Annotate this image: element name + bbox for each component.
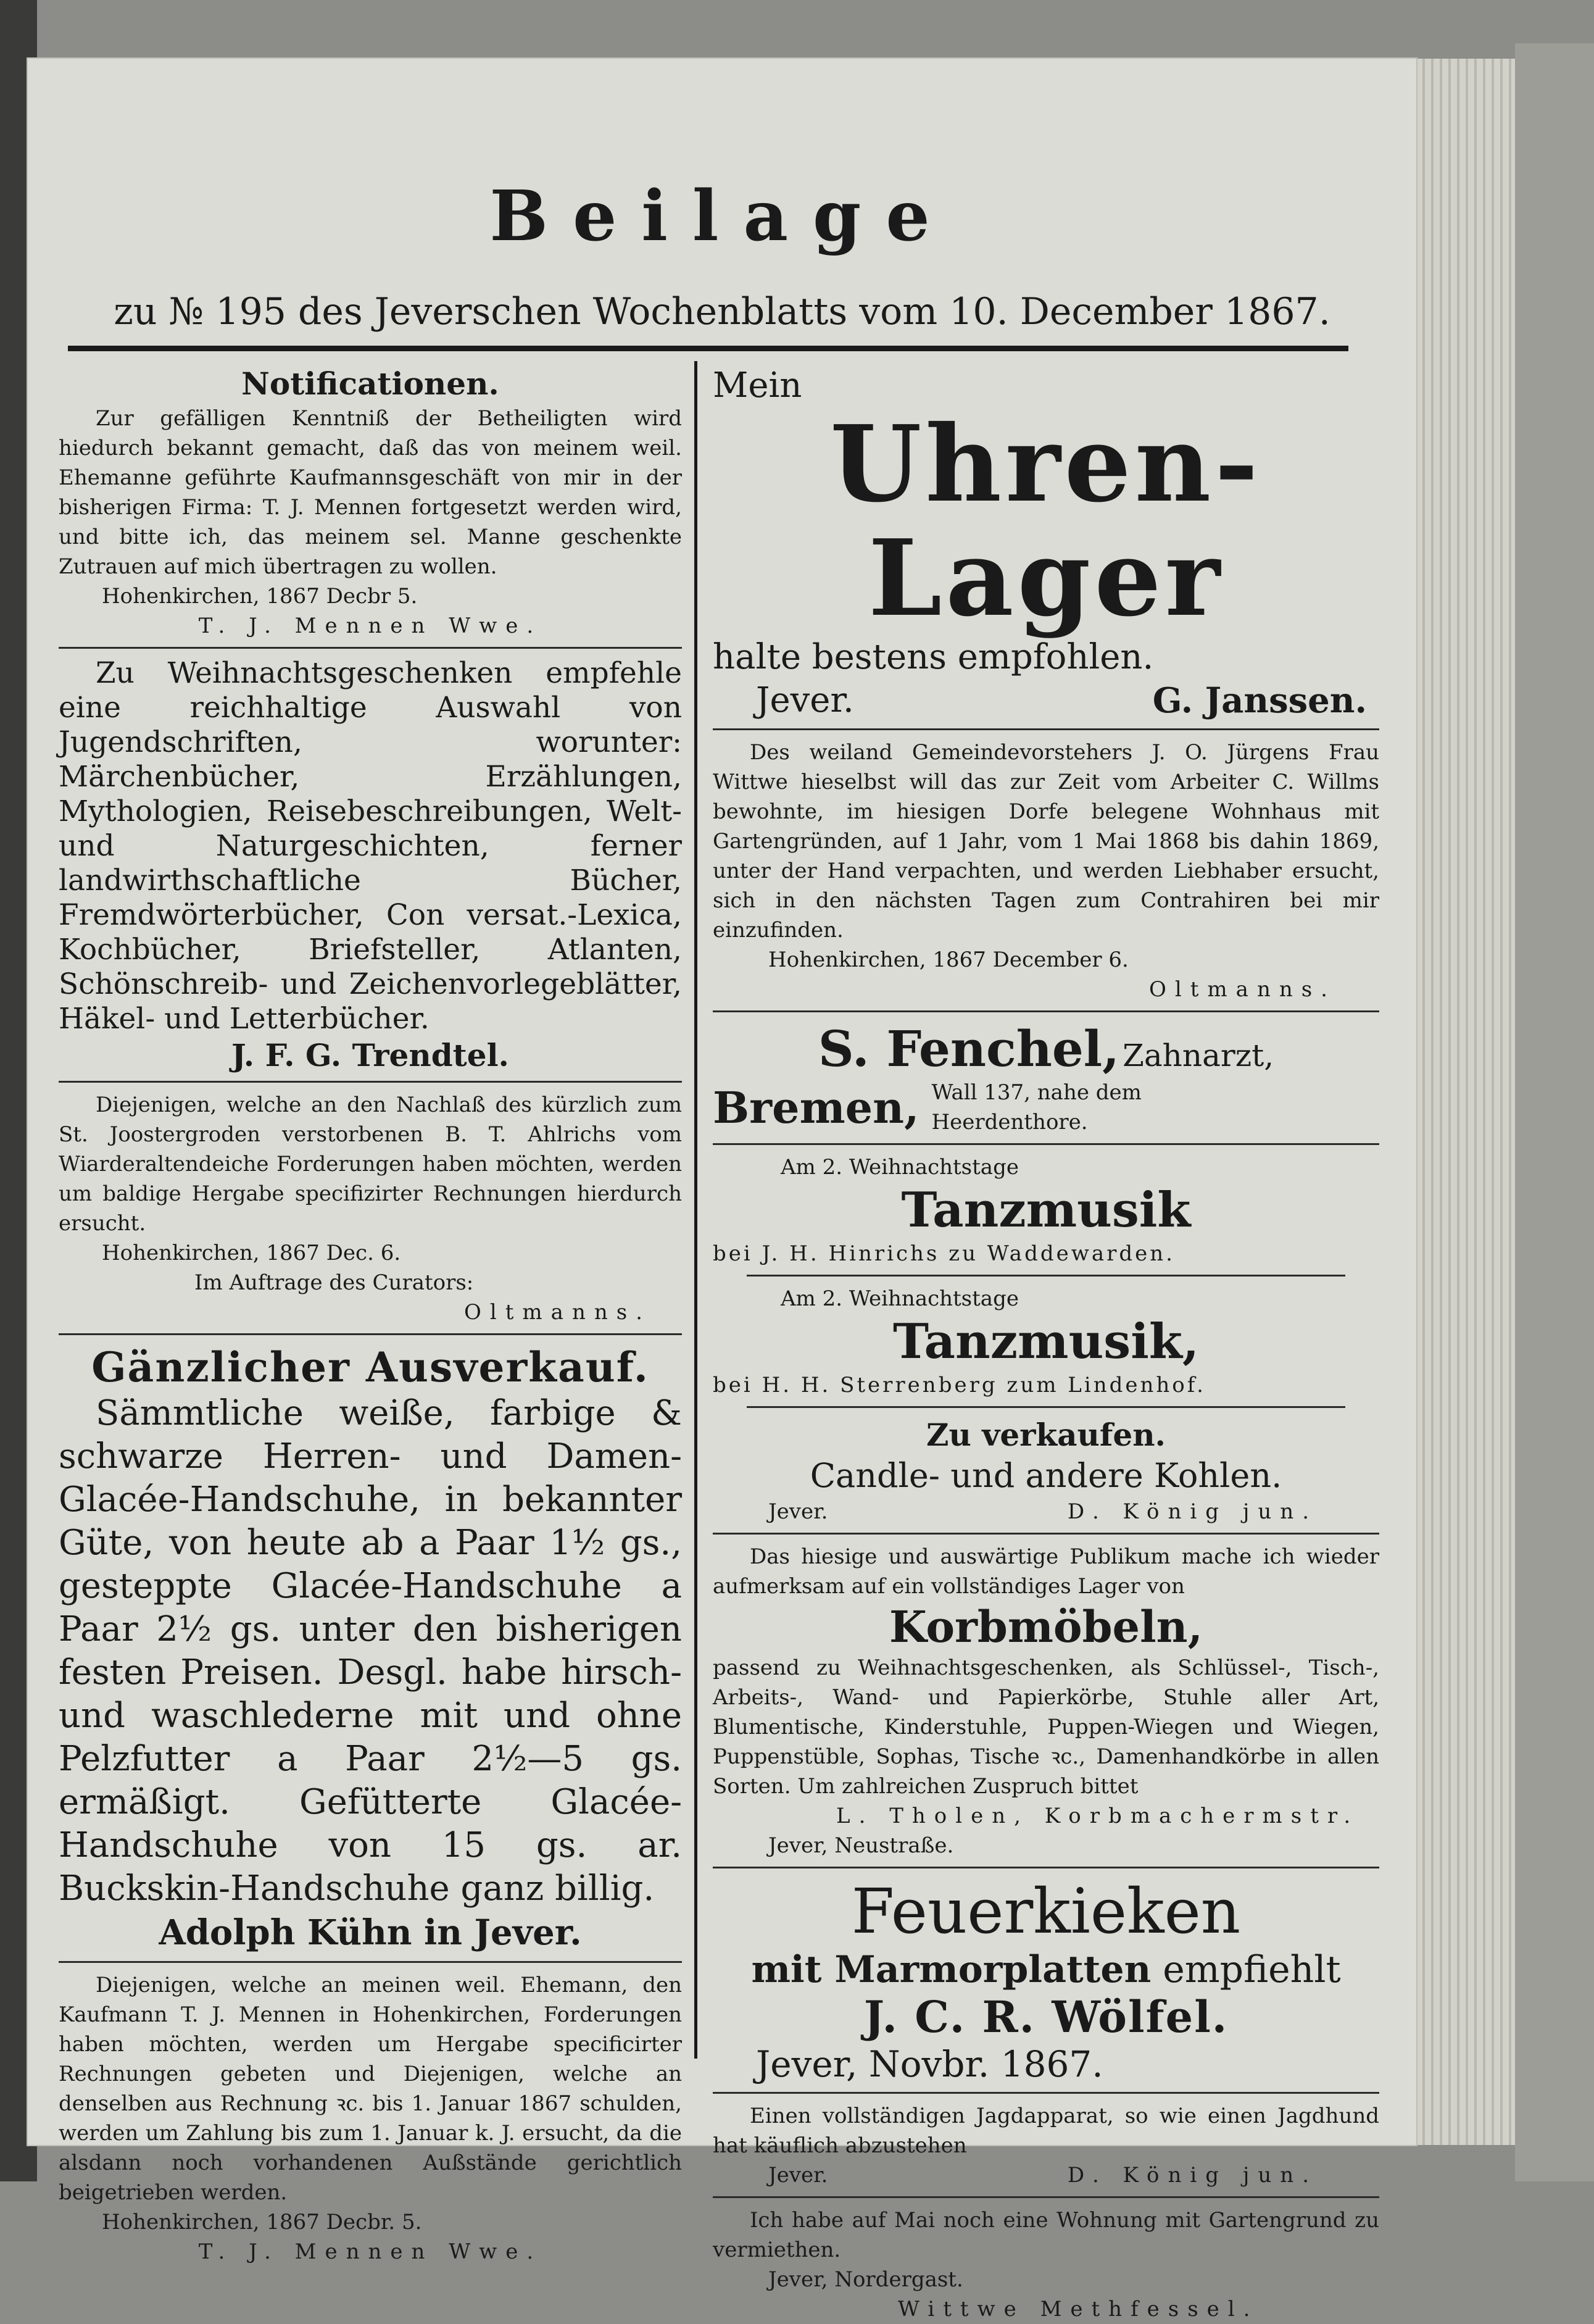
- ad-feuerkieken: [713, 1876, 1379, 2086]
- ad-signature: T. J. Mennen Wwe.: [198, 614, 542, 638]
- ad-line-bold: mit Marmorplatten: [751, 1948, 1152, 1991]
- right-column: [713, 364, 1379, 2324]
- ad-place: Jever.: [756, 680, 854, 720]
- ad-date: Am 2. Weihnachtstage: [781, 1155, 1019, 1180]
- ad-body: passend zu Weihnachtsgeschenken, als Schlüssel-, Tisch-, Arbeits-, Wand- und Papierkörbe, Stuhle aller Art, Blumentische, Kinderstuhle, Puppen-Wiegen und Wiegen, Puppenstüble, Sophas, Tische ꝛc., Damenhandkörbe in allen Sorten. Um zahlreichen Zuspruch bittet: [713, 1656, 1379, 1799]
- ad-signature: T. J. Mennen Wwe.: [198, 2239, 542, 2264]
- ad-heading: Gänzlicher Ausverkauf.: [91, 1343, 649, 1391]
- ad-body: Candle- und andere Kohlen.: [810, 1456, 1282, 1495]
- divider: [713, 728, 1379, 730]
- ad-signature: G. Janssen.: [1152, 680, 1367, 721]
- ad-place: Jever, Novbr. 1867.: [756, 2043, 1103, 2085]
- ad-body: Des weiland Gemeindevorstehers J. O. Jürgens Frau Wittwe hieselbst will das zur Zeit vom Arbeiter C. Willms bewohnte, im hiesigen Dorfe belegene Wohnhaus mit Gartengründen, auf 1 Jahr, vom 1 Mai 1868 bis dahin 1869, unter der Hand verpachten, und werden Liebhaber ersucht, sich in den nächsten Tagen zum Contrahiren bei mir einzufinden.: [713, 740, 1379, 943]
- page-stack-edges: [1416, 59, 1515, 2145]
- ad-signature: D. König jun.: [1067, 1499, 1318, 1524]
- ad-place: Hohenkirchen, 1867 Decbr. 5.: [102, 2210, 422, 2234]
- divider: [713, 1010, 1379, 1012]
- divider: [713, 2196, 1379, 2198]
- ad-signature: Oltmanns.: [1149, 977, 1336, 1002]
- column-rule: [694, 361, 697, 2059]
- ad-body: Diejenigen, welche an den Nachlaß des kürzlich zum St. Joostergroden verstorbenen B. T. Ahlrichs vom Wiarderaltendeiche Forderungen haben möchten, werden um baldige Hergabe specifizirter Rechnungen hierdurch ersucht.: [59, 1093, 682, 1236]
- ad-signature: L. Tholen, Korbmachermstr.: [836, 1804, 1359, 1828]
- ad-body: Zu Weihnachtsgeschenken empfehle eine reichhaltige Auswahl von Jugendschriften, worunter: Märchenbücher, Erzählungen, Mythologien, Reisebeschreibungen, Welt- und Naturgeschichten, ferner landwirthschaftliche Bücher, Fremdwörterbücher, Con versat.-Lexica, Kochbücher, Briefsteller, Atlanten, Schönschreib- und Zeichenvorlegeblätter, Häkel- und Letterbücher.: [59, 656, 682, 1036]
- ad-body: Zur gefälligen Kenntniß der Betheiligten wird hiedurch bekannt gemacht, daß das von meinem weil. Ehemanne geführte Kaufmannsgeschäft von mir in der bisherigen Firma: T. J. Mennen fortgesetzt werden wird, und bitte ich, das meinem sel. Manne geschenkte Zutrauen auf mich übertragen zu wollen.: [59, 406, 682, 579]
- ad-kohlen: [713, 1415, 1379, 1526]
- ad-korbmoebel: [713, 1542, 1379, 1860]
- ad-heading: Tanzmusik: [901, 1182, 1191, 1238]
- page-subtitle: zu № 195 des Jeverschen Wochenblatts vom 10. December 1867.: [114, 290, 1330, 333]
- ad-trendtel: [59, 656, 682, 1075]
- ad-heading: Korbmöbeln,: [889, 1601, 1203, 1652]
- ad-jagdapparat: [713, 2101, 1379, 2190]
- ad-place: Hohenkirchen, 1867 Decbr 5.: [102, 584, 418, 609]
- divider: [713, 1143, 1379, 1145]
- ad-body: Einen vollständigen Jagdapparat, so wie einen Jagdhund hat käuflich abzustehen: [713, 2104, 1379, 2158]
- left-column: [59, 364, 682, 2267]
- ad-mandate: Im Auftrage des Curators:: [194, 1270, 474, 1295]
- ad-line: halte bestens empfohlen.: [713, 637, 1154, 677]
- ad-line: Mein: [713, 365, 802, 406]
- ad-signature: J. F. G. Trendtel.: [231, 1037, 509, 1073]
- ad-place: Jever, Neustraße.: [768, 1833, 954, 1858]
- ad-nachlass: [59, 1090, 682, 1327]
- ad-heading: Notificationen.: [241, 365, 499, 402]
- ad-where: bei J. H. Hinrichs zu Waddewarden.: [713, 1241, 1175, 1266]
- ad-place: Hohenkirchen, 1867 Dec. 6.: [102, 1241, 401, 1265]
- divider: [59, 1961, 682, 1963]
- ad-mennen-forderungen: [59, 1970, 682, 2267]
- divider: [747, 1275, 1345, 1277]
- ad-heading: Feuerkieken: [851, 1875, 1241, 1947]
- binding-cover: [1515, 43, 1594, 2181]
- header-rule: [68, 346, 1348, 351]
- ad-signature: Adolph Kühn in Jever.: [159, 1912, 582, 1953]
- ad-place: Jever.: [768, 1499, 828, 1524]
- ad-where: bei H. H. Sterrenberg zum Lindenhof.: [713, 1373, 1206, 1397]
- divider: [59, 1333, 682, 1335]
- ad-ausverkauf: [59, 1343, 682, 1955]
- ad-heading: S. Fenchel,: [818, 1020, 1120, 1078]
- ad-body: Sämmtliche weiße, farbige & schwarze Herren- und Damen-Glacée-Handschuhe, in bekannter Güte, von heute ab a Paar 1½ gs., gesteppte Glacée-Handschuhe a Paar 2½ gs. unter den bisherigen festen Preisen. Desgl. habe hirsch- und waschlederne mit und ohne Pelzfutter a Paar 2½—5 gs. ermäßigt. Gefütterte Glacée-Handschuhe von 15 gs. ar. Buckskin-Handschuhe ganz billig.: [59, 1393, 682, 1909]
- ad-uhren-lager: [713, 364, 1379, 722]
- ad-heading: Tanzmusik,: [892, 1314, 1200, 1370]
- ad-place: Jever, Nordergast.: [768, 2267, 963, 2292]
- divider: [713, 2092, 1379, 2094]
- ad-heading: Uhren-Lager: [830, 402, 1262, 640]
- ad-heading: Zu verkaufen.: [926, 1417, 1166, 1453]
- divider: [59, 1081, 682, 1083]
- ad-city: Bremen,: [713, 1081, 919, 1133]
- ad-intro: Das hiesige und auswärtige Publikum mache ich wieder aufmerksam auf ein vollständiges Lager von: [713, 1544, 1379, 1599]
- divider: [713, 1867, 1379, 1868]
- ad-place: Hohenkirchen, 1867 December 6.: [768, 948, 1129, 972]
- ad-signature: D. König jun.: [1067, 2163, 1318, 2188]
- newspaper-page: [28, 59, 1416, 2322]
- ad-signature: Oltmanns.: [464, 1300, 651, 1325]
- page-title: Beilage: [489, 176, 955, 257]
- ad-methfessel: [713, 2205, 1379, 2324]
- ad-signature: J. C. R. Wölfel.: [863, 1991, 1229, 2043]
- ad-date: Am 2. Weihnachtstage: [781, 1286, 1019, 1311]
- ad-address: Wall 137, nahe dem Heerdenthore.: [931, 1080, 1142, 1135]
- ad-place: Jever.: [768, 2163, 828, 2188]
- divider: [59, 647, 682, 649]
- ad-fenchel: [713, 1020, 1379, 1137]
- ad-profession: Zahnarzt,: [1123, 1038, 1274, 1073]
- ad-juergens: [713, 738, 1379, 1004]
- ad-tanzmusik-hinrichs: [713, 1152, 1379, 1268]
- ad-body: Ich habe auf Mai noch eine Wohnung mit Gartengrund zu vermiethen.: [713, 2208, 1379, 2262]
- ad-notificationen: [59, 364, 682, 641]
- divider: [747, 1406, 1345, 1408]
- ad-line-rest: empfiehlt: [1151, 1948, 1341, 1991]
- ad-signature: Wittwe Methfessel.: [898, 2297, 1259, 2322]
- ad-body: Diejenigen, welche an meinen weil. Ehemann, den Kaufmann T. J. Mennen in Hohenkirchen, Forderungen haben möchten, werden um Hergabe specificirter Rechnungen gebeten und Diejenigen, welche an denselben aus Rechnung ꝛc. bis 1. Januar 1867 schulden, werden um Zahlung bis zum 1. Januar k. J. ersucht, da die alsdann noch vorhandenen Außstände gerichtlich beigetrieben werden.: [59, 1973, 682, 2205]
- ad-tanzmusik-sterrenberg: [713, 1284, 1379, 1400]
- divider: [713, 1533, 1379, 1535]
